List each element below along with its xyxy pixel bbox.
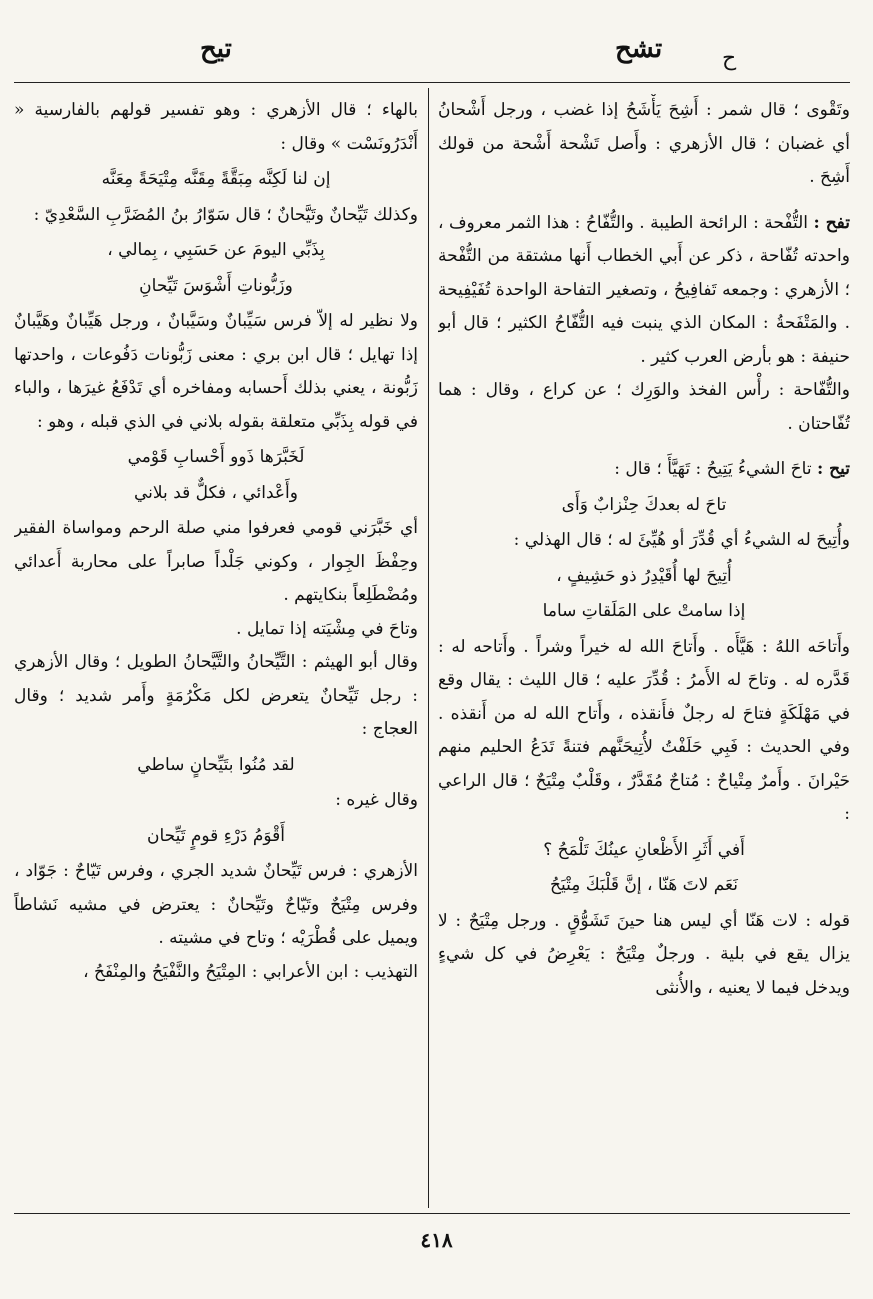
paragraph xyxy=(14,199,418,233)
paragraph xyxy=(438,631,850,832)
paragraph-text: وتَقْوى ؛ قال شمر : أَشِحَ يَأْشَحُ إذا غضب ، ورجل أَشْحانُ أي غضبان ؛ قال الأزهري : وأَصل تَشْحة أَشْحة من قولك أَشِحَ . xyxy=(438,100,850,187)
paragraph-text: التهذيب : ابن الأعرابي : المِتْيَحُ والنَّفْيَحُ والمِنْفَحُ ، xyxy=(83,961,418,982)
paragraph xyxy=(14,613,418,647)
paragraph xyxy=(438,94,850,195)
paragraph-text: وأُتِيحَ له الشيءُ أي قُدِّرَ أو هُيِّئَ له ؛ قال الهذلي : xyxy=(513,530,850,550)
paragraph xyxy=(438,374,850,441)
verse-line: بِذَبِّي اليومَ عن حَسَبِي ، بِمالي ، xyxy=(107,240,325,260)
paragraph-text: وكذلك تَيِّحانٌ وتَيَّحانٌ ؛ قال سَوّارُ بنُ المُضَرَّبِ السَّعْدِيّ : xyxy=(33,204,418,225)
paragraph xyxy=(14,512,418,613)
page-number: ٤١٨ xyxy=(420,1228,453,1252)
top-rule xyxy=(14,82,850,83)
paragraph-text: وقال أبو الهيثم : التَّيِّحانُ والتَّيَّحانُ الطويل ؛ وقال الأزهري : رجل تَيِّحانٌ يتعرض لكل مَكْرُمَةٍ وأَمر شديد ؛ وقال العجاج : xyxy=(14,652,418,739)
paragraph-text: وأَتاحَه اللهُ : هَيَّأَه . وأَتاحَ الله له خيراً وشراً . وأَتاحه له : قَدَّره له . وتاحَ له الأَمرُ : قُدِّرَ عليه ؛ قال الليث : يقال وقع في مَهْلَكَةٍ فتاحَ له رجلٌ فأَنقذه ، وأَتاح الله له من أَنقذه . وفي الحديث : فَبِي حَلَفْتُ لأُتِيحَنَّهم فتنةً تَدَعُ الحليم منهم حَيْرانَ . وأَمرٌ مِتْياحٌ : مُتاحٌ مُقَدَّرٌ ، وقَلْبٌ مِتْيَحٌ ؛ قال الراعي : xyxy=(438,636,850,824)
paragraph-text: تاحَ الشيءُ يَتِيحُ : تَهَيَّأَ ؛ قال : xyxy=(614,459,817,479)
verse-line: إذا سامتْ على المَلَقاتِ ساما xyxy=(542,601,746,621)
entry-paragraph xyxy=(438,207,850,375)
paragraph xyxy=(438,524,850,558)
verse-line: وأَعْدائي ، فكلٌّ قد بلاني xyxy=(134,482,298,503)
paragraph-text: الأزهري : فرس تَيِّحانٌ شديد الجري ، وفرس تَيّاحٌ : جَوّاد ، وفرس مِتْيَحٌ وتَيّاحٌ وتَيِّحانٌ : يعترض في مشيه نَشاطاً ويميل على قُطْرَيْه ؛ وتاح في مشيته . xyxy=(14,861,418,948)
verse-line: وزَبُّوناتِ أَشْوَسَ تَيِّحانِ xyxy=(139,275,293,296)
paragraph xyxy=(14,784,418,818)
header-handwritten-mark: ﺡ xyxy=(722,46,737,71)
paragraph xyxy=(14,855,418,956)
right-column xyxy=(438,94,850,1210)
paragraph xyxy=(14,305,418,439)
bottom-rule xyxy=(14,1213,850,1214)
paragraph xyxy=(14,94,418,161)
paragraph-text: والتُّفّاحة : رأْس الفخذ والوَرِك ؛ عن كراع ، وقال : هما تُفّاحتان . xyxy=(438,380,850,434)
paragraph-text: قوله : لات هَنّا أي ليس هنا حينَ تَشَوُّقٍ . ورجل مِتْيَحٌ : لا يزال يقع في بلية . ورجلٌ مِتْيَحٌ : يَعْرِضُ في كل شيءٍ ويدخل فيما لا يعنيه ، والأُنثى xyxy=(438,910,850,998)
column-divider xyxy=(428,88,429,1208)
verse-line: أَفي أَثَرِ الأَظْعانِ عينُكَ تَلْمَحُ ؟ xyxy=(543,839,745,860)
verse-line: نَعَم لاتَ هَنّا ، إنَّ قَلْبَكَ مِتْيَحُ xyxy=(550,875,738,895)
verse-line: إن لنا لَكِنَّه مِبَقَّةً مِقَنَّه مِتْيَحَةً مِعَنَّه xyxy=(101,169,331,189)
header-keyword-right: تشح xyxy=(615,34,663,64)
entry-headword: تيح : xyxy=(816,459,850,479)
paragraph xyxy=(14,956,418,990)
entry-paragraph xyxy=(438,453,850,487)
verse-line: أُتِيحَ لها أُقَيْدِرُ ذو حَشِيفٍ ، xyxy=(556,565,732,586)
paragraph-text: أي خَبَّرَني قومي فعرفوا مني صلة الرحم ومواساة الفقير وحِفْظَ الجِوار ، وكوني جَلْداً صابراً على محاربة أَعدائي ومُضْطَلِعاً بنكايتهم . xyxy=(14,518,418,605)
verse-line: أَقْوَمُ دَرْءِ قومٍ تَيِّحان xyxy=(146,825,286,846)
paragraph xyxy=(438,905,850,1006)
paragraph xyxy=(14,646,418,747)
paragraph-text: وقال غيره : xyxy=(335,790,418,810)
entry-headword: تفح : xyxy=(813,212,850,233)
verse-line: لَخَبَّرَها ذَوو أَحْسابِ قَوْمي xyxy=(127,447,305,467)
paragraph-text: التُّفْحة : الرائحة الطيبة . والتُّفّاحُ : هذا الثمر معروف ، واحدته تُفّاحة ، ذكر عن أَبي الخطاب أَنها مشتقة من التُّفْحة ؛ الأزهري : وجمعه تَفافِيحُ ، وتصغير التفاحة الواحدة تُفَيْفِيحة . والمَتْفَحةُ : المكان الذي ينبت فيه التُّفّاحُ الكثير ؛ قال أبو حنيفة : هو بأرض العرب كثير . xyxy=(438,212,850,367)
left-column xyxy=(14,94,418,1210)
verse-line: تاحَ له بعدكَ حِنْزابٌ وَأَى xyxy=(561,494,727,515)
paragraph-text: بالهاء ؛ قال الأزهري : وهو تفسير قولهم بالفارسية « أَنْدَرُونَسْت » وقال : xyxy=(14,100,418,154)
paragraph-text: ولا نظير له إلاّ فرس سَيِّبانٌ وسَيَّبانٌ ، ورجل هَيِّبانٌ وهَيَّبانٌ إذا تهايل ؛ قال ابن بري : معنى زَبُّونات دَفُوعات ، واحدتها زَبُّونة ، يعني بذلك أَحسابه ومفاخره أي تَدْفَعُ غيرَها ، والباء في قوله بِذَبِّي متعلقة بقوله بلاني في الذي قبله ، وهو : xyxy=(14,311,418,432)
header-keyword-left: تيح xyxy=(200,34,232,64)
verse-line: لقد مُنُوا بتَيِّحانٍ ساطي xyxy=(137,754,295,775)
paragraph-text: وتاحَ في مِشْيَته إذا تمايل . xyxy=(236,618,418,639)
